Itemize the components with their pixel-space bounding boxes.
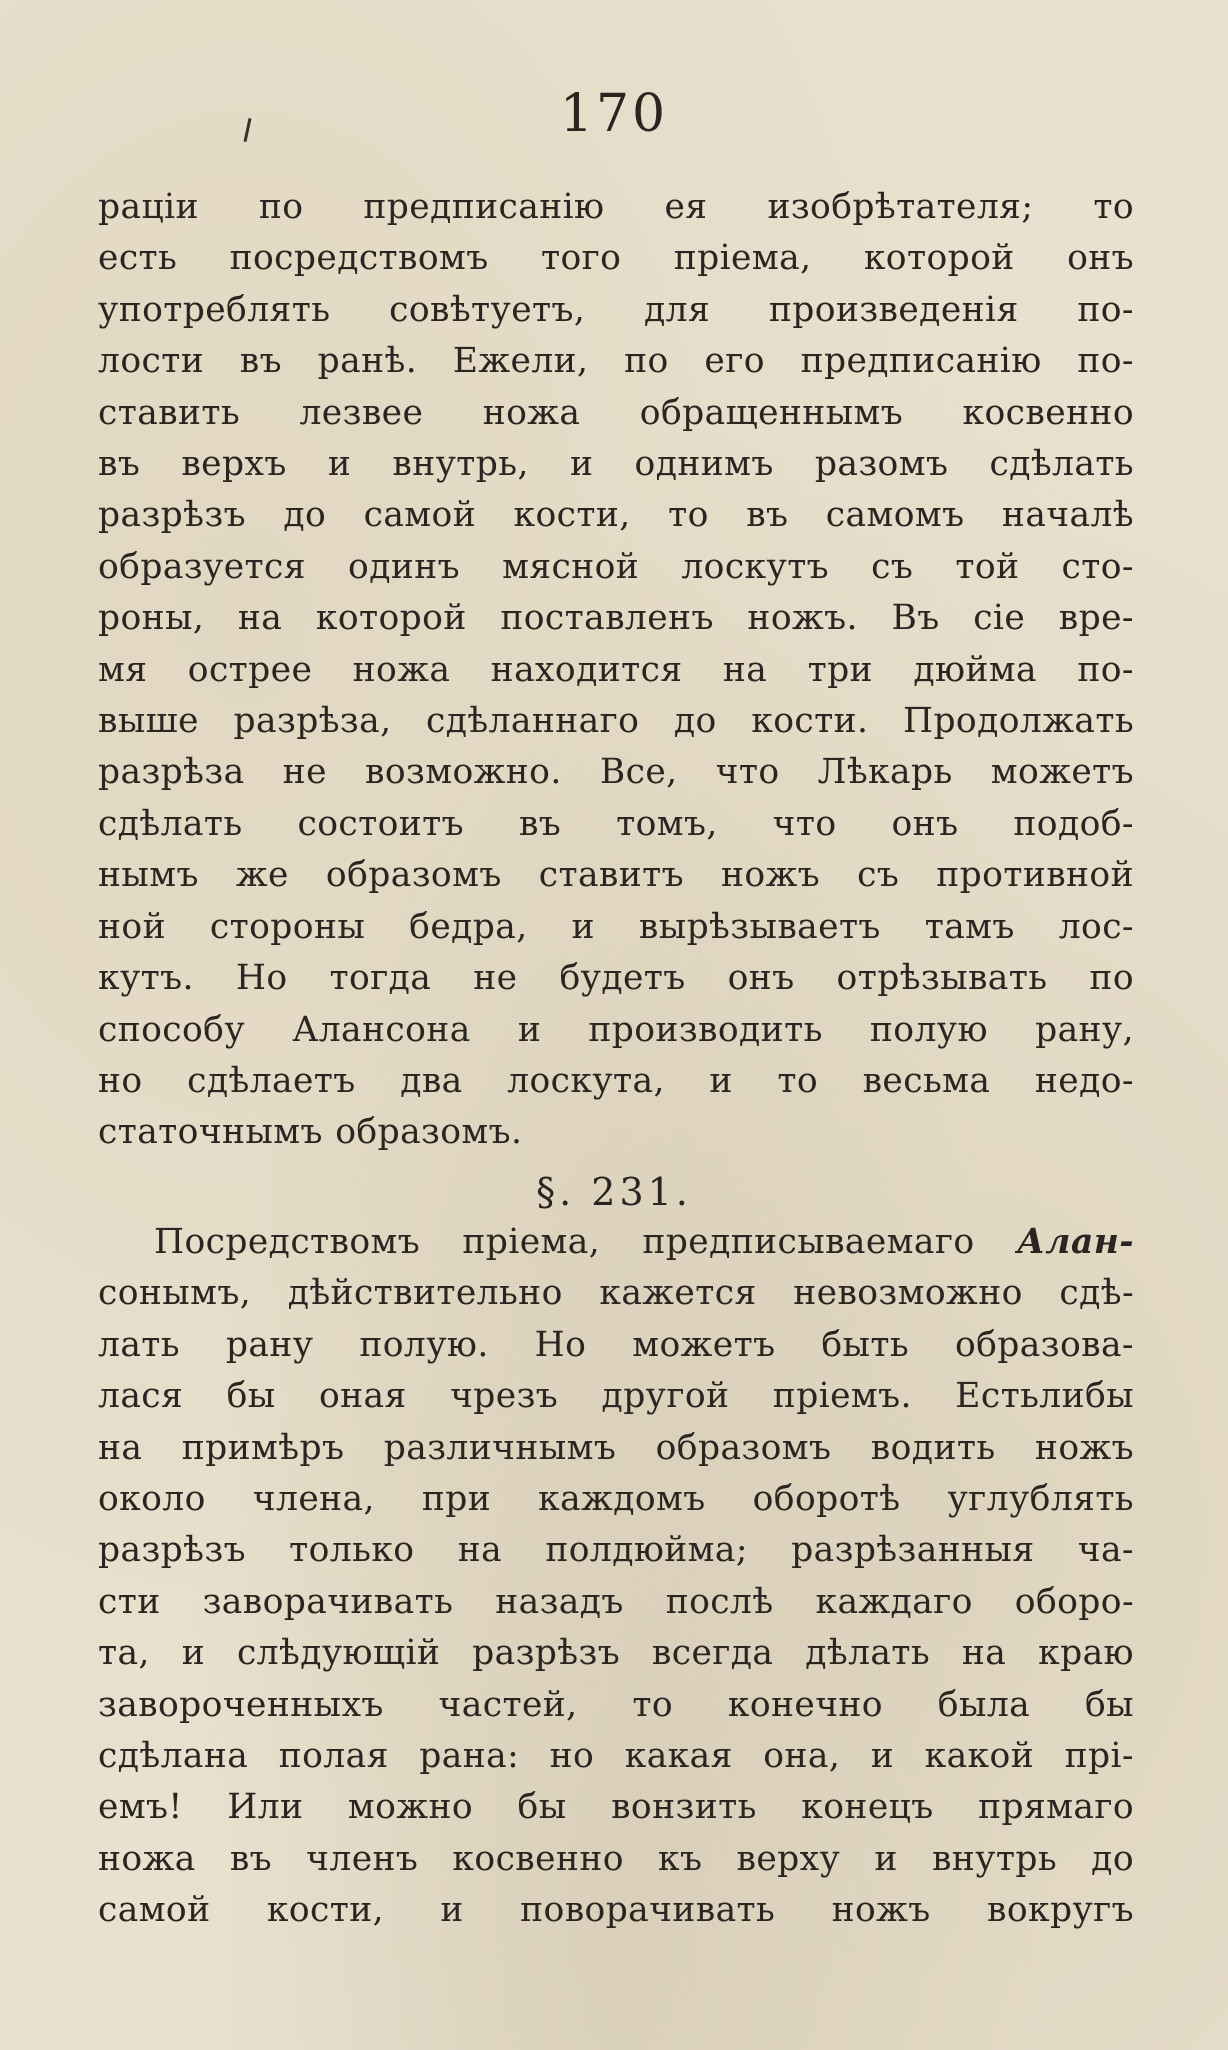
page-number: 170	[559, 84, 669, 144]
paragraph-two	[98, 1217, 1134, 1937]
text-line: ставить лезвее ножа обращеннымъ косвенно	[98, 392, 1134, 433]
text-line: статочнымъ образомъ.	[98, 1112, 523, 1153]
text-line: сти заворачивать назадъ послѣ каждаго оборо-	[98, 1581, 1134, 1622]
text-line: нымъ же образомъ ставитъ ножъ съ противной	[98, 855, 1134, 896]
text-line: сдѣлана полая рана: но какая она, и какой прі-	[98, 1736, 1134, 1777]
text-line: способу Алансона и производить полую рану,	[98, 1009, 1134, 1050]
section-heading: §. 231.	[536, 1170, 692, 1214]
text-line: ножа въ членъ косвенно къ верху и внутрь до	[98, 1838, 1134, 1879]
text-line: завороченныхъ частей, то конечно была бы	[98, 1684, 1134, 1725]
text-line: разрѣза не возможно. Все, что Лѣкарь можетъ	[98, 752, 1134, 793]
text-line: выше разрѣза, сдѣланнаго до кости. Продолжать	[98, 701, 1134, 742]
text-line: та, и слѣдующій разрѣзъ всегда дѣлать на краю	[98, 1633, 1134, 1674]
text-line: сонымъ, дѣйствительно кажется невозможно сдѣ-	[98, 1273, 1134, 1314]
text-line: разрѣзъ только на полдюйма; разрѣзанныя ча-	[98, 1530, 1134, 1571]
text-segment: Посредствомъ пріема, предписываемаго	[154, 1222, 1017, 1262]
author-name: Алан-	[1016, 1222, 1134, 1262]
text-line: лася бы оная чрезъ другой пріемъ. Естьлибы	[98, 1376, 1134, 1417]
text-line: но сдѣлаетъ два лоскута, и то весьма недо-	[98, 1060, 1134, 1101]
text-line: роны, на которой поставленъ ножъ. Въ сіе вре-	[98, 598, 1134, 639]
text-line: лать рану полую. Но можетъ быть образова-	[98, 1324, 1134, 1365]
text-line: въ верхъ и внутрь, и однимъ разомъ сдѣлать	[98, 444, 1134, 485]
paragraph-one	[98, 182, 1134, 1159]
text-line: употреблять совѣтуетъ, для произведенія по-	[98, 289, 1134, 330]
text-line: есть посредствомъ того пріема, которой онъ	[98, 238, 1134, 279]
text-line: самой кости, и поворачивать ножъ вокругъ	[98, 1890, 1134, 1931]
text-line: мя острее ножа находится на три дюйма по-	[98, 649, 1134, 690]
text-line: образуется одинъ мясной лоскутъ съ той сто-	[98, 546, 1134, 587]
text-line: около члена, при каждомъ оборотѣ углублять	[98, 1479, 1134, 1520]
text-line	[98, 1217, 1134, 1268]
text-line: сдѣлать состоитъ въ томъ, что онъ подоб-	[98, 803, 1134, 844]
text-line: ной стороны бедра, и вырѣзываетъ тамъ лос-	[98, 906, 1134, 947]
text-line: на примѣръ различнымъ образомъ водить ножъ	[98, 1427, 1134, 1468]
text-line: лости въ ранѣ. Ежели, по его предписанію по-	[98, 341, 1134, 382]
text-line: емъ! Или можно бы вонзить конецъ прямаго	[98, 1787, 1134, 1828]
text-line: раціи по предписанію ея изобрѣтателя; то	[98, 187, 1134, 227]
text-line: кутъ. Но тогда не будетъ онъ отрѣзывать по	[98, 958, 1134, 999]
text-line: разрѣзъ до самой кости, то въ самомъ началѣ	[98, 495, 1134, 536]
